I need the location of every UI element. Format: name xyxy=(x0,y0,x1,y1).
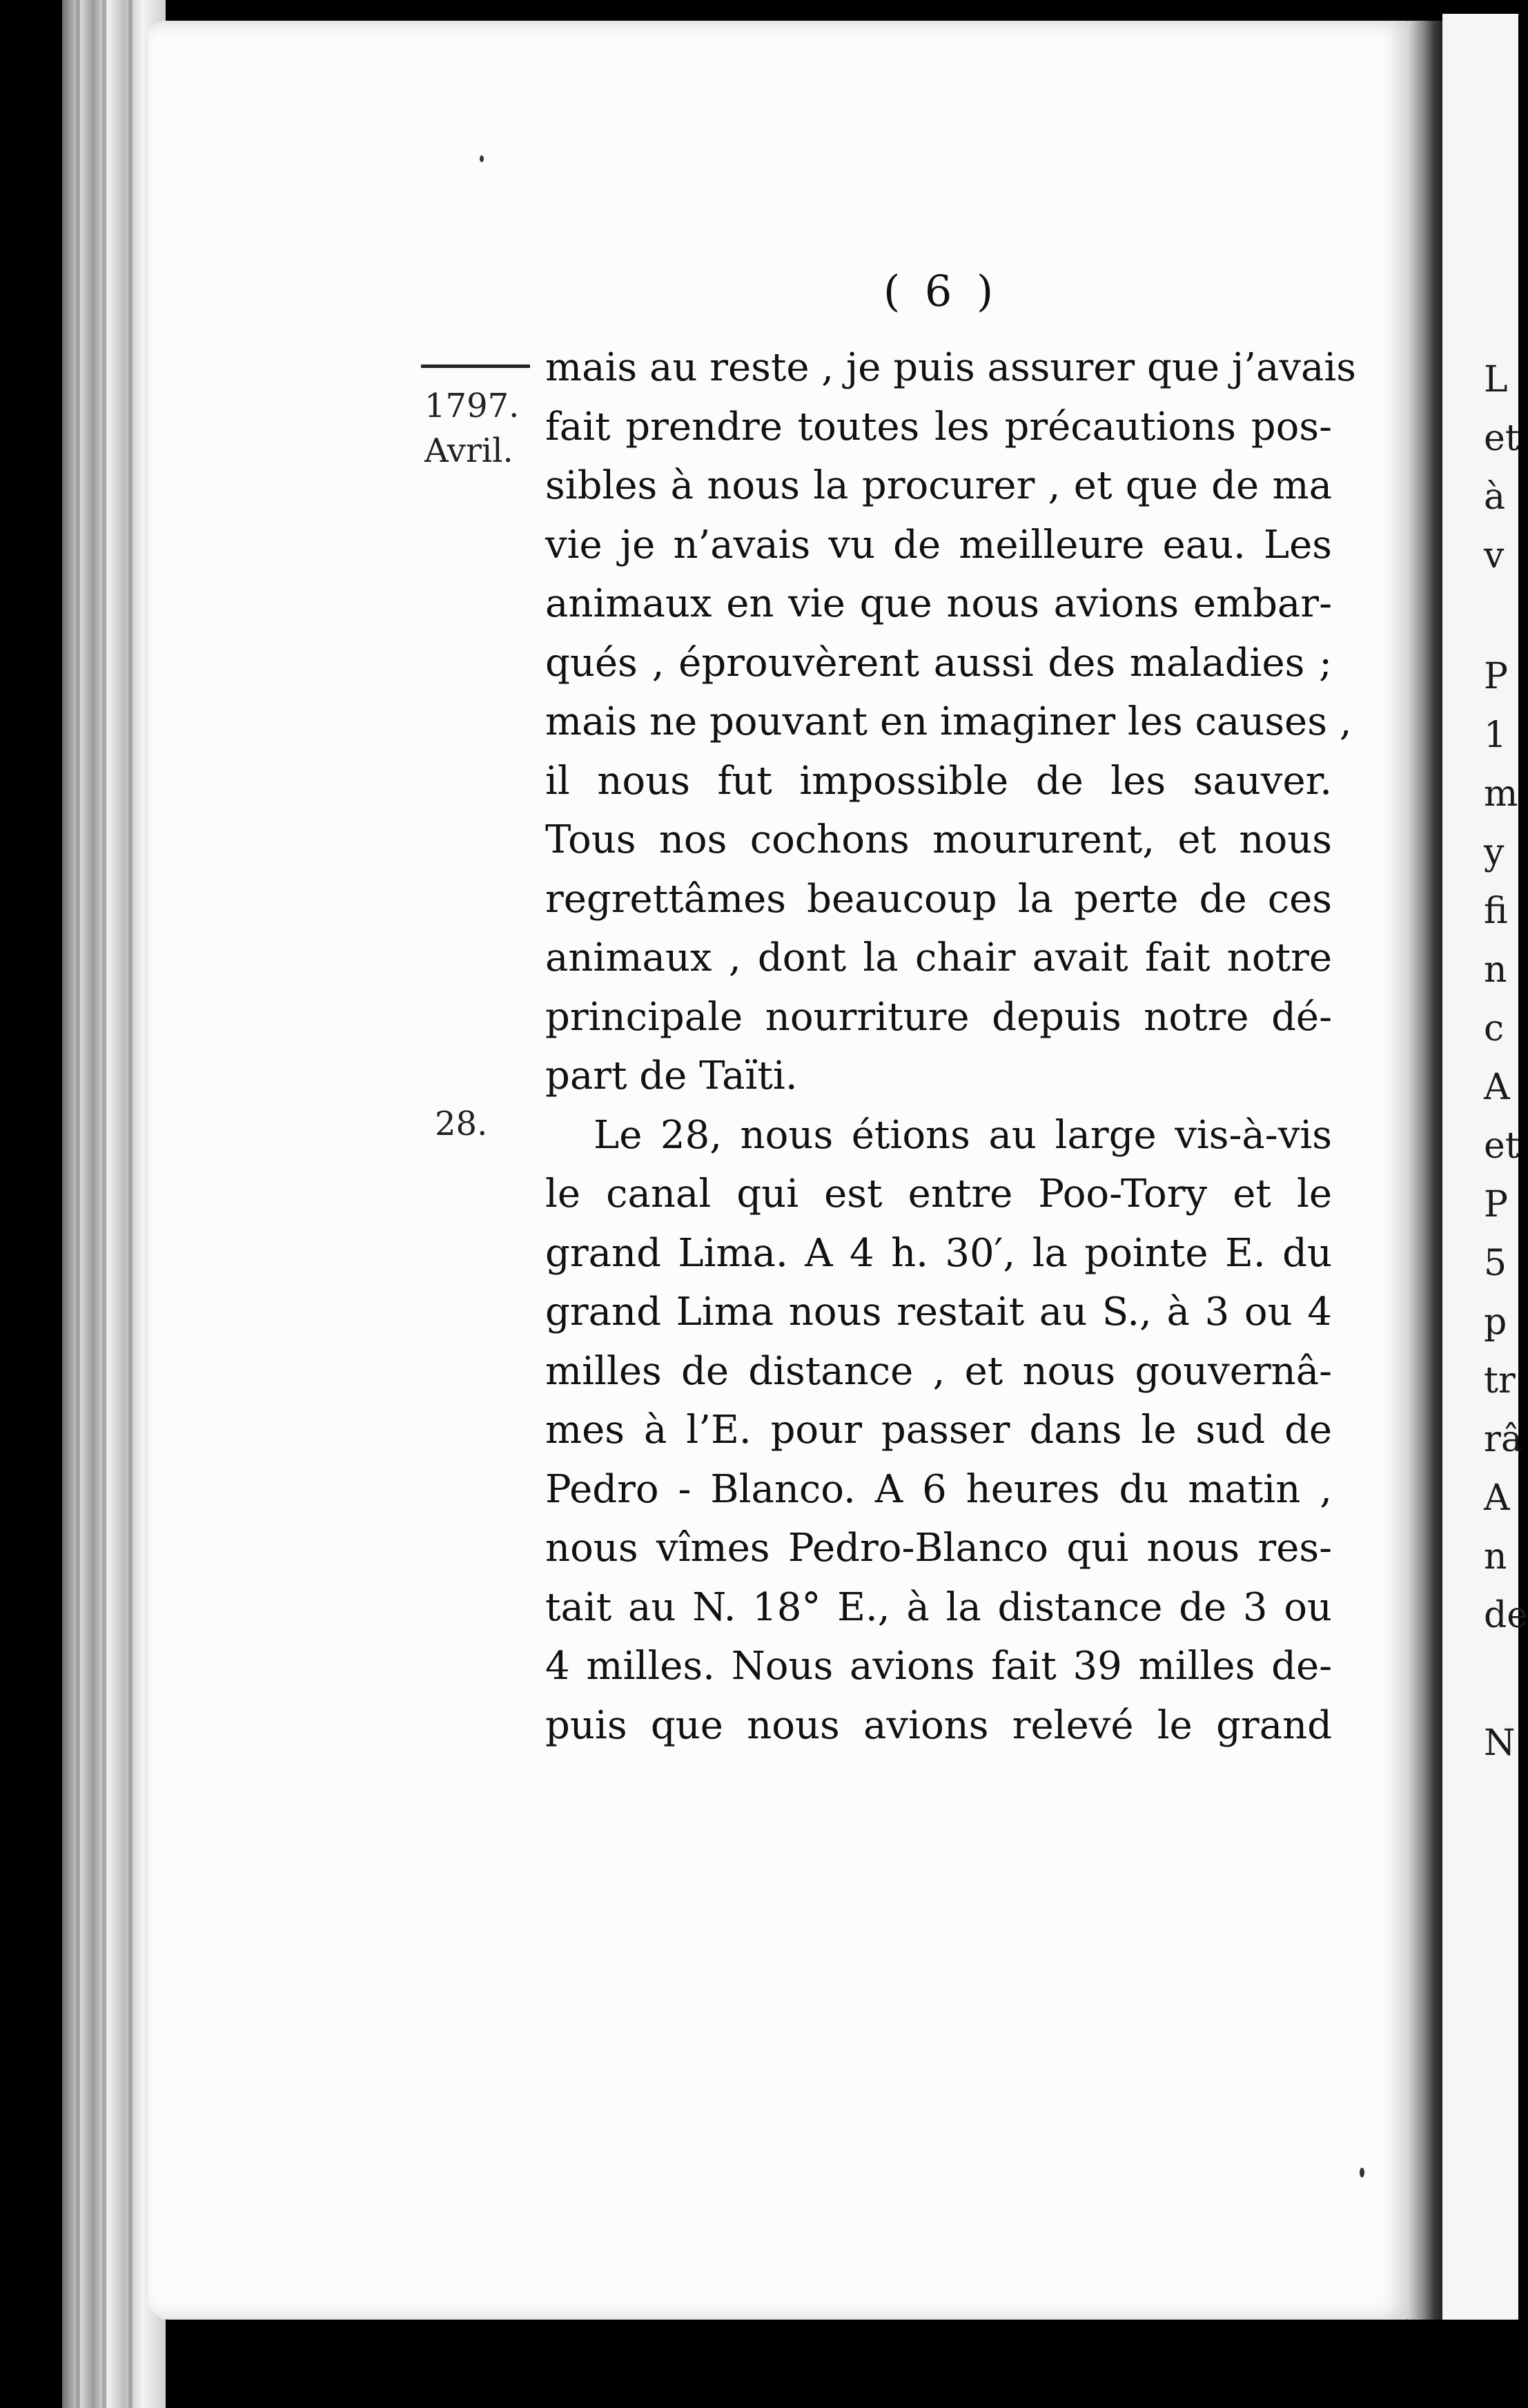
text-line: Tous nos cochons moururent, et nous xyxy=(545,817,1332,862)
next-page-fragment: A xyxy=(1484,1067,1510,1108)
next-page-fragment: et xyxy=(1484,1125,1520,1167)
text-line: nous vîmes Pedro-Blanco qui nous res- xyxy=(545,1526,1332,1571)
next-page-fragment: A xyxy=(1484,1477,1510,1519)
next-page-fragment: P xyxy=(1484,1184,1508,1225)
ink-speck xyxy=(1360,2168,1364,2177)
text-line: regrettâmes beaucoup la perte de ces xyxy=(545,876,1332,922)
text-line: puis que nous avions relevé le grand xyxy=(545,1702,1332,1748)
text-line: animaux , dont la chair avait fait notre xyxy=(545,935,1332,980)
text-line: part de Taïti. xyxy=(545,1054,798,1098)
text-line: fait prendre toutes les précautions pos- xyxy=(545,404,1332,449)
margin-date: 28. xyxy=(435,1105,488,1143)
next-page-fragment: tr xyxy=(1484,1360,1516,1401)
next-page-fragment: de xyxy=(1484,1595,1528,1636)
next-page-fragment: n xyxy=(1484,1536,1507,1577)
ink-speck xyxy=(480,155,484,162)
margin-rule xyxy=(421,365,530,368)
text-line: tait au N. 18° E., à la distance de 3 ou xyxy=(545,1584,1332,1630)
next-page-fragment: 1 xyxy=(1484,715,1507,756)
text-line: qués , éprouvèrent aussi des maladies ; xyxy=(545,640,1332,686)
page-gutter xyxy=(1408,21,1446,2320)
next-page-fragment: p xyxy=(1484,1301,1507,1343)
text-line: Pedro - Blanco. A 6 heures du matin , xyxy=(545,1466,1332,1512)
text-line: Le 28, nous étions au large vis-à-vis xyxy=(594,1112,1332,1158)
text-line: grand Lima nous restait au S., à 3 ou 4 xyxy=(545,1290,1332,1334)
edge-streak xyxy=(76,0,80,2408)
next-page-fragment: n xyxy=(1484,949,1507,991)
next-page-fragment: fi xyxy=(1484,891,1508,932)
text-line: 4 milles. Nous avions fait 39 milles de- xyxy=(545,1644,1332,1689)
margin-month: Avril. xyxy=(424,431,513,470)
next-page-fragment: L xyxy=(1484,359,1508,400)
body-text xyxy=(545,338,1357,1755)
next-page-fragment: N xyxy=(1484,1722,1516,1764)
text-line: mes à l’E. pour passer dans le sud de xyxy=(545,1408,1332,1453)
next-page-fragment: râ xyxy=(1484,1419,1522,1460)
next-page-fragment: m xyxy=(1484,773,1518,815)
next-page-fragment: c xyxy=(1484,1008,1505,1049)
text-line: sibles à nous la procurer , et que de ma xyxy=(545,463,1332,508)
text-line: vie je n’avais vu de meilleure eau. Les xyxy=(545,522,1332,567)
next-page-fragment: y xyxy=(1484,832,1505,873)
text-line: principale nourriture depuis notre dé- xyxy=(545,994,1332,1040)
next-page-fragment: à xyxy=(1484,476,1506,518)
text-line: milles de distance , et nous gouvernâ- xyxy=(545,1348,1332,1394)
margin-year: 1797. xyxy=(424,387,520,425)
edge-streak xyxy=(102,0,106,2408)
text-line: grand Lima. A 4 h. 30′, la pointe E. du xyxy=(545,1230,1332,1276)
next-page-fragment: P xyxy=(1484,656,1508,697)
next-page-fragment: et xyxy=(1484,418,1520,459)
text-line: mais au reste , je puis assurer que j’avais xyxy=(545,345,1357,390)
text-line: mais ne pouvant en imaginer les causes , xyxy=(545,699,1352,744)
page-number-header: ( 6 ) xyxy=(883,266,999,316)
edge-streak xyxy=(128,0,133,2408)
text-line: animaux en vie que nous avions embar- xyxy=(545,581,1332,626)
text-line: le canal qui est entre Poo-Tory et le xyxy=(545,1172,1332,1216)
text-line: il nous fut impossible de les sauver. xyxy=(545,758,1332,804)
next-page-fragment: v xyxy=(1484,535,1505,576)
next-page-fragment: 5 xyxy=(1484,1243,1507,1284)
